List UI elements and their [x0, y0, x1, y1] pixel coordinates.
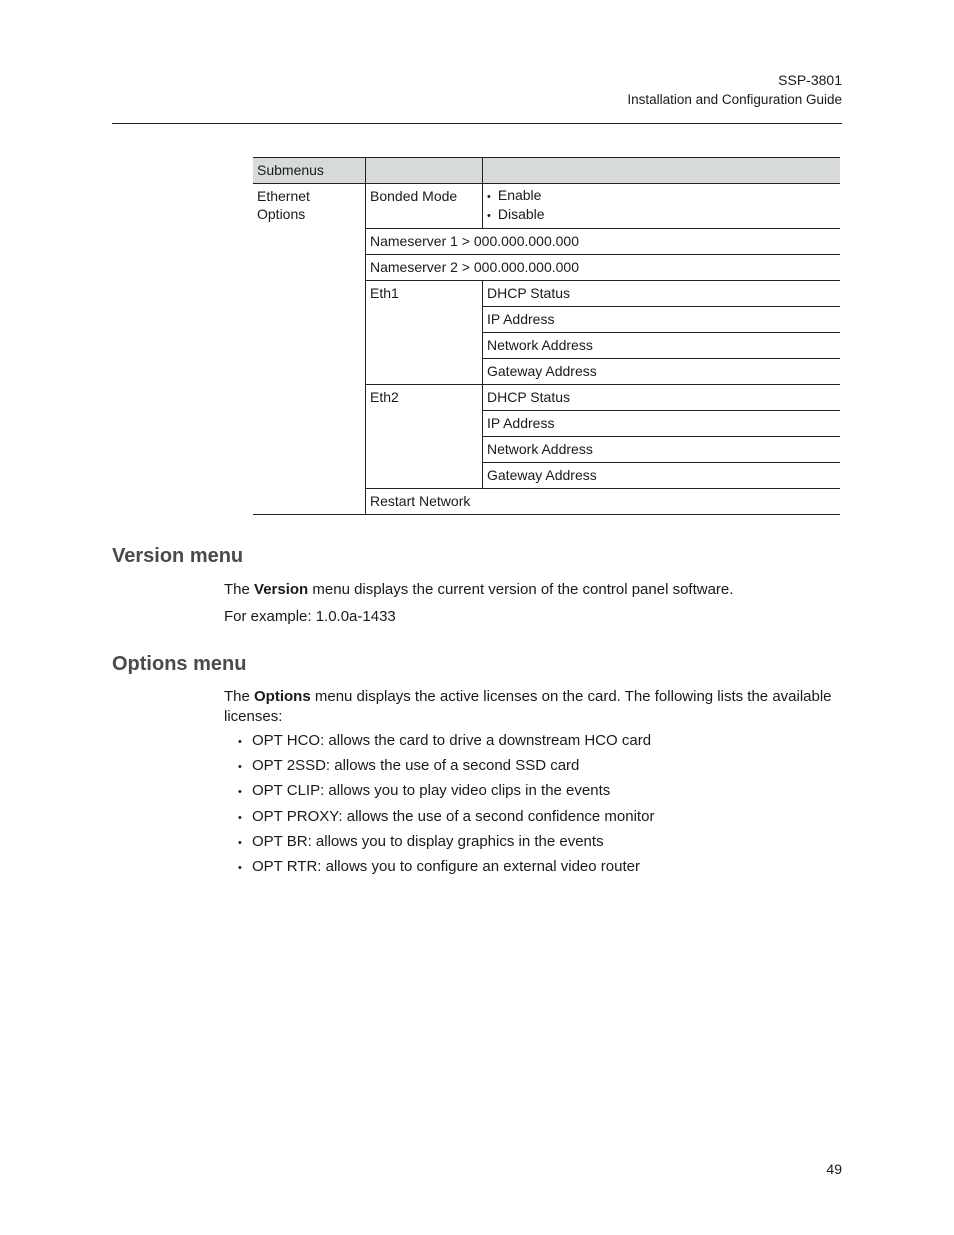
list-item: • Enable: [487, 187, 836, 206]
bullet-icon: •: [238, 786, 242, 799]
license-text: OPT CLIP: allows you to play video clips in the events: [252, 782, 611, 800]
header-cell-submenus: Submenus: [253, 158, 366, 184]
header-cell-3: [483, 158, 841, 184]
license-text: OPT 2SSD: allows the use of a second SSD card: [252, 757, 580, 775]
header-cell-2: [366, 158, 483, 184]
ethernet-submenu-table: [253, 157, 840, 515]
restart-network-cell: Restart Network: [366, 489, 841, 515]
version-example: For example: 1.0.0a-1433: [224, 608, 396, 625]
version-menu-heading: Version menu: [112, 545, 244, 567]
version-description: [224, 580, 844, 600]
options-term: Options: [254, 688, 311, 705]
table-row: [253, 184, 840, 229]
table-header-row: [253, 158, 840, 184]
bullet-icon: •: [238, 836, 242, 849]
list-item: [238, 731, 654, 752]
page-number: 49: [826, 1161, 842, 1177]
list-item: [238, 807, 654, 828]
text-fragment: The: [224, 581, 255, 598]
eth1-item: DHCP Status: [483, 281, 841, 307]
license-text: OPT RTR: allows you to configure an external video router: [252, 857, 640, 875]
bullet-icon: •: [238, 861, 242, 874]
text-fragment: menu displays the active licenses on the card. The following lists the available licenses:: [224, 688, 832, 725]
eth1-item: IP Address: [483, 307, 841, 333]
bonded-options-list: [487, 187, 836, 225]
eth1-cell: Eth1: [366, 281, 483, 385]
text-fragment: menu displays the current version of the control panel software.: [308, 581, 734, 598]
version-term: Version: [254, 581, 309, 598]
options-description: [224, 687, 844, 727]
bullet-icon: •: [238, 736, 242, 748]
eth1-item: Gateway Address: [483, 359, 841, 385]
product-name: SSP-3801: [778, 72, 842, 88]
list-item: • Disable: [487, 206, 836, 225]
eth2-item: DHCP Status: [483, 385, 841, 411]
bonded-options-cell: [483, 184, 841, 229]
eth2-item: Gateway Address: [483, 463, 841, 489]
eth1-item: Network Address: [483, 333, 841, 359]
list-item: [238, 832, 654, 853]
license-text: OPT HCO: allows the card to drive a downstream HCO card: [252, 732, 652, 749]
nameserver-2-cell: Nameserver 2 > 000.000.000.000: [366, 255, 841, 281]
nameserver-1-cell: Nameserver 1 > 000.000.000.000: [366, 229, 841, 255]
bullet-icon: •: [238, 761, 242, 774]
page-header: [627, 70, 842, 110]
license-text: OPT BR: allows you to display graphics in the events: [252, 832, 604, 850]
list-item: [238, 781, 654, 802]
list-item: [238, 756, 654, 777]
license-text: OPT PROXY: allows the use of a second confidence monitor: [252, 807, 655, 825]
ethernet-options-cell: Ethernet Options: [253, 184, 366, 515]
bonded-mode-cell: Bonded Mode: [366, 184, 483, 229]
eth2-item: IP Address: [483, 411, 841, 437]
bullet-icon: •: [238, 811, 242, 824]
text-fragment: The: [224, 688, 255, 705]
license-list: [238, 731, 654, 882]
list-item: [238, 857, 654, 878]
options-menu-heading: Options menu: [112, 653, 247, 675]
header-divider: [112, 123, 842, 124]
eth2-item: Network Address: [483, 437, 841, 463]
eth2-cell: Eth2: [366, 385, 483, 489]
guide-title: Installation and Configuration Guide: [627, 92, 842, 107]
